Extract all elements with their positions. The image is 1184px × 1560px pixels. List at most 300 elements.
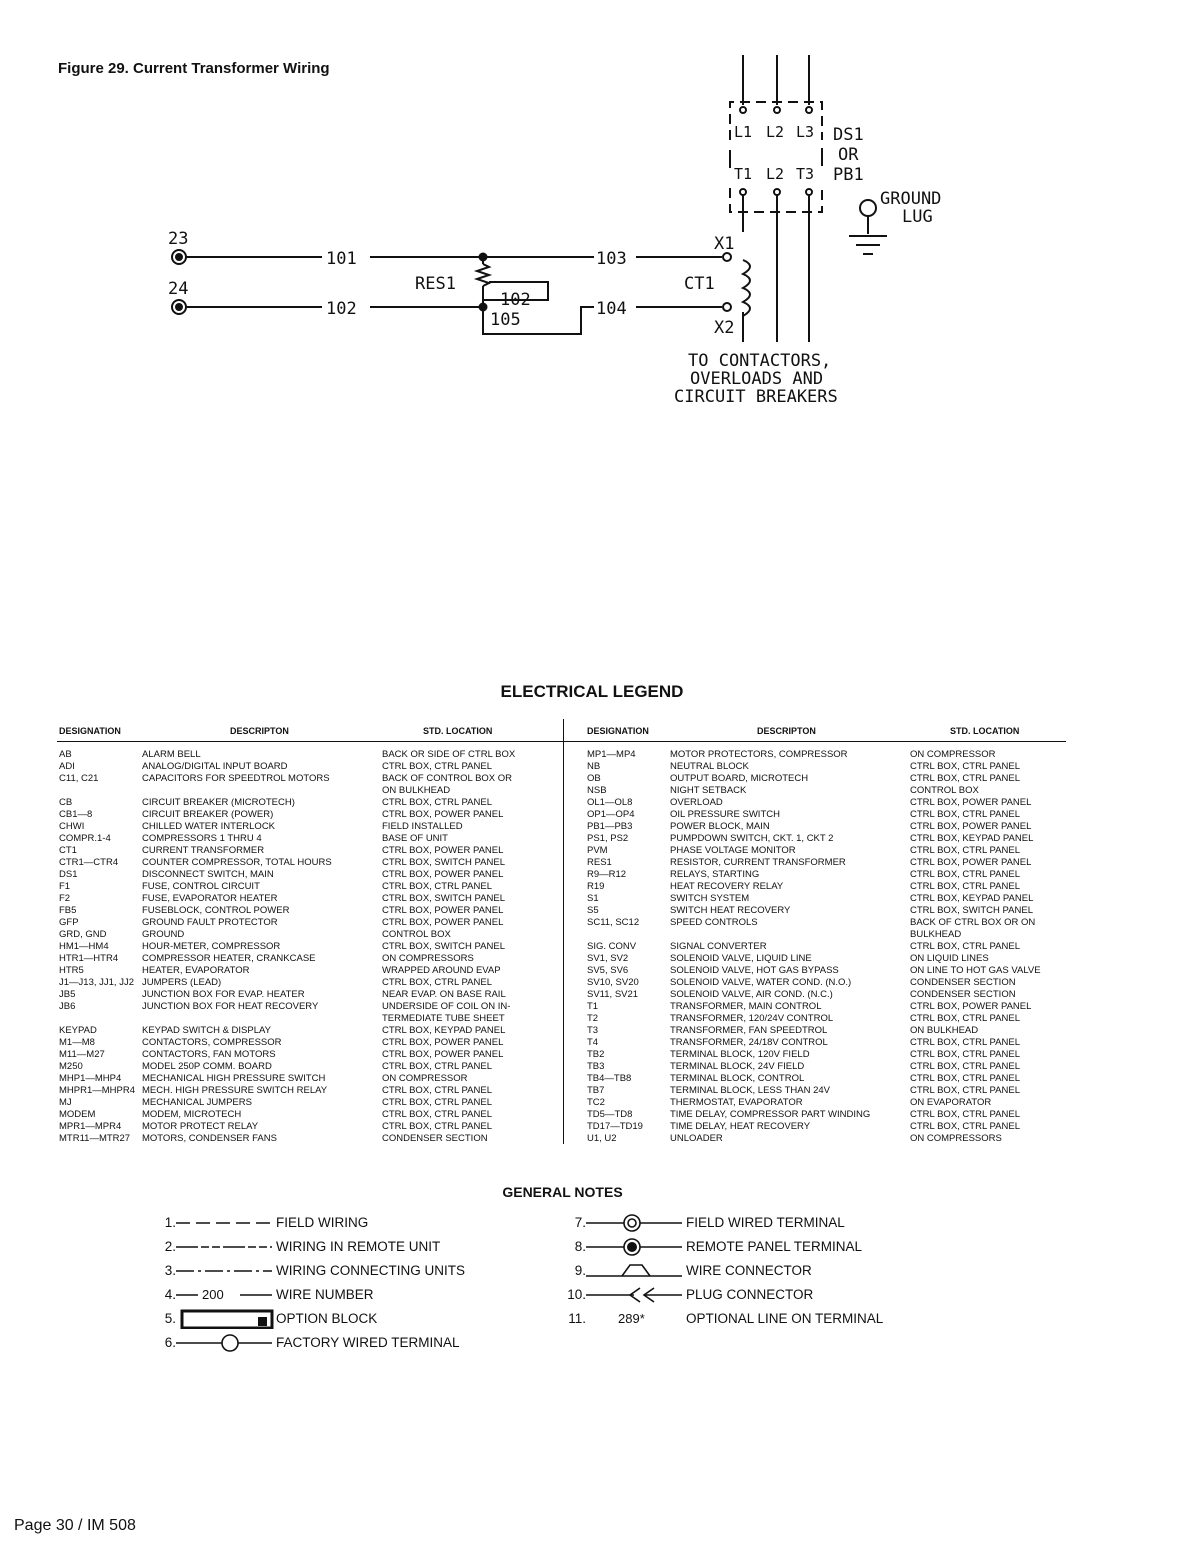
ct-coil-icon: [743, 260, 750, 316]
left-designation-header: DESIGNATION: [59, 726, 121, 736]
legend-designation: R19: [587, 881, 605, 892]
legend-location: UNDERSIDE OF COIL ON IN-: [382, 1001, 511, 1012]
legend-row: [59, 1097, 562, 1109]
note-number: 3.: [164, 1263, 176, 1278]
legend-row: [59, 869, 562, 881]
legend-row: [587, 1109, 1090, 1121]
legend-designation: S1: [587, 893, 599, 904]
legend-row: [587, 989, 1090, 1001]
legend-description: TRANSFORMER, MAIN CONTROL: [670, 1001, 822, 1012]
supply-lines: [743, 55, 809, 105]
legend-description: ANALOG/DIGITAL INPUT BOARD: [142, 761, 288, 772]
legend-location: CTRL BOX, POWER PANEL: [382, 869, 504, 880]
legend-designation: FB5: [59, 905, 77, 916]
legend-description: OUTPUT BOARD, MICROTECH: [670, 773, 809, 784]
note-label: WIRING IN REMOTE UNIT: [276, 1239, 441, 1254]
legend-designation: JB6: [59, 1001, 76, 1012]
legend-location: ON COMPRESSOR: [910, 749, 996, 760]
legend-row: [587, 1025, 1090, 1037]
legend-description: CAPACITORS FOR SPEEDTROL MOTORS: [142, 773, 330, 784]
legend-row: [59, 1109, 562, 1121]
legend-location: CONDENSER SECTION: [910, 989, 1016, 1000]
legend-location: CTRL BOX, CTRL PANEL: [910, 1013, 1020, 1024]
legend-description: COMPRESSORS 1 THRU 4: [142, 833, 262, 844]
legend-row: [587, 929, 1090, 941]
pb1-label: PB1: [833, 165, 864, 185]
legend-designation: M250: [59, 1061, 83, 1072]
l1-label: L1: [734, 123, 753, 141]
legend-description: JUNCTION BOX FOR HEAT RECOVERY: [142, 1001, 319, 1012]
destination-note-line2: OVERLOADS AND: [690, 369, 824, 389]
legend-designation: SC11, SC12: [587, 917, 640, 928]
legend-location: CTRL BOX, POWER PANEL: [382, 905, 504, 916]
page-footer: Page 30 / IM 508: [14, 1517, 136, 1534]
legend-description: TRANSFORMER, FAN SPEEDTROL: [670, 1025, 828, 1036]
terminal-t3-icon: [806, 189, 812, 195]
legend-description: SWITCH SYSTEM: [670, 893, 750, 904]
legend-row: [59, 833, 562, 845]
legend-designation: T4: [587, 1037, 599, 1048]
legend-location: CTRL BOX, CTRL PANEL: [910, 1037, 1020, 1048]
note-label: WIRING CONNECTING UNITS: [276, 1263, 465, 1278]
legend-designation: M1—M8: [59, 1037, 95, 1048]
note-number: 1.: [164, 1215, 176, 1230]
legend-row: [587, 869, 1090, 881]
legend-description: OVERLOAD: [670, 797, 723, 808]
legend-designation: CTR1—CTR4: [59, 857, 119, 868]
legend-description: CIRCUIT BREAKER (MICROTECH): [142, 797, 295, 808]
legend-designation: PS1, PS2: [587, 833, 629, 844]
legend-row: [59, 1073, 562, 1085]
legend-location: CONDENSER SECTION: [910, 977, 1016, 988]
load-lines: [743, 195, 809, 342]
note-number: 9.: [574, 1263, 586, 1278]
legend-row: [59, 845, 562, 857]
legend-location: CONDENSER SECTION: [382, 1133, 488, 1144]
legend-location: CTRL BOX, CTRL PANEL: [910, 1121, 1020, 1132]
legend-designation: PB1—PB3: [587, 821, 633, 832]
legend-designation: [59, 1013, 142, 1025]
remote-wiring-symbol-icon: [174, 1237, 274, 1257]
right-designation-header: DESIGNATION: [587, 726, 649, 736]
legend-designation: GRD, GND: [59, 929, 107, 940]
legend-designation: TB2: [587, 1049, 605, 1060]
legend-designation: U1, U2: [587, 1133, 617, 1144]
legend-designation: M11—M27: [59, 1049, 105, 1060]
general-note-item: [130, 1213, 550, 1233]
legend-location: ON LIQUID LINES: [910, 953, 989, 964]
legend-description: PHASE VOLTAGE MONITOR: [670, 845, 796, 856]
legend-location: CTRL BOX, POWER PANEL: [910, 1001, 1032, 1012]
legend-location: ON COMPRESSORS: [910, 1133, 1002, 1144]
factory-terminal-symbol-icon: [174, 1333, 274, 1353]
legend-right-column: [587, 749, 1090, 1145]
legend-description: MOTOR PROTECT RELAY: [142, 1121, 259, 1132]
legend-designation: MTR11—MTR27: [59, 1133, 131, 1144]
legend-description: MODEM, MICROTECH: [142, 1109, 242, 1120]
terminal-l3-icon: [806, 107, 812, 113]
legend-description: MECH. HIGH PRESSURE SWITCH RELAY: [142, 1085, 328, 1096]
legend-row: [587, 941, 1090, 953]
legend-location: CTRL BOX, SWITCH PANEL: [382, 857, 505, 868]
legend-description: COMPRESSOR HEATER, CRANKCASE: [142, 953, 316, 964]
legend-row: [587, 1037, 1090, 1049]
legend-location: CTRL BOX, CTRL PANEL: [910, 845, 1020, 856]
legend-location: CTRL BOX, CTRL PANEL: [910, 941, 1020, 952]
legend-location: CTRL BOX, CTRL PANEL: [382, 1121, 492, 1132]
legend-designation: OL1—OL8: [587, 797, 633, 808]
legend-description: NIGHT SETBACK: [670, 785, 747, 796]
legend-description: CONTACTORS, FAN MOTORS: [142, 1049, 276, 1060]
legend-location: CTRL BOX, KEYPAD PANEL: [910, 833, 1034, 844]
legend-designation: MP1—MP4: [587, 749, 636, 760]
legend-location: CTRL BOX, CTRL PANEL: [382, 761, 492, 772]
legend-description: SOLENOID VALVE, WATER COND. (N.O.): [670, 977, 852, 988]
legend-row: [587, 1133, 1090, 1145]
legend-location: CTRL BOX, SWITCH PANEL: [382, 941, 505, 952]
general-notes-title: GENERAL NOTES: [502, 1184, 623, 1200]
terminal-23-icon: [172, 250, 186, 264]
legend-description: DISCONNECT SWITCH, MAIN: [142, 869, 274, 880]
legend-location: CTRL BOX, POWER PANEL: [382, 845, 504, 856]
legend-location: CTRL BOX, POWER PANEL: [910, 857, 1032, 868]
legend-description: FUSE, EVAPORATOR HEATER: [142, 893, 278, 904]
legend-row: [587, 1001, 1090, 1013]
legend-designation: NB: [587, 761, 601, 772]
field-wiring-symbol-icon: [174, 1213, 274, 1233]
legend-row: [587, 1121, 1090, 1133]
legend-description: MECHANICAL JUMPERS: [142, 1097, 252, 1108]
legend-location: ON COMPRESSORS: [382, 953, 474, 964]
terminal-l1-icon: [740, 107, 746, 113]
legend-location: ON EVAPORATOR: [910, 1097, 992, 1108]
note-number: 4.: [164, 1287, 176, 1302]
wire-runs: [186, 253, 731, 334]
legend-row: [587, 917, 1090, 929]
note-label: WIRE CONNECTOR: [686, 1263, 812, 1278]
legend-location: CTRL BOX, CTRL PANEL: [910, 869, 1020, 880]
legend-column-divider: [563, 719, 564, 1144]
legend-designation: [59, 785, 142, 797]
legend-row: [59, 1085, 562, 1097]
legend-row: [59, 1025, 562, 1037]
legend-location: CTRL BOX, CTRL PANEL: [910, 881, 1020, 892]
legend-location: CTRL BOX, CTRL PANEL: [382, 1109, 492, 1120]
legend-location: CTRL BOX, CTRL PANEL: [910, 1085, 1020, 1096]
legend-row: [59, 773, 562, 785]
legend-row: [59, 1013, 562, 1025]
legend-row: [59, 1061, 562, 1073]
legend-row: [587, 761, 1090, 773]
legend-location: CONTROL BOX: [910, 785, 979, 796]
legend-description: ALARM BELL: [142, 749, 201, 760]
general-note-item: [540, 1309, 960, 1329]
legend-row: [59, 749, 562, 761]
field-terminal-symbol-icon: [584, 1213, 684, 1233]
legend-designation: S5: [587, 905, 599, 916]
legend-location: CTRL BOX, CTRL PANEL: [910, 1061, 1020, 1072]
lug-label: LUG: [902, 207, 933, 227]
legend-designation: CT1: [59, 845, 77, 856]
legend-description: CHILLED WATER INTERLOCK: [142, 821, 276, 832]
terminal-24-icon: [172, 300, 186, 314]
legend-row: [59, 977, 562, 989]
legend-location: NEAR EVAP. ON BASE RAIL: [382, 989, 506, 1000]
legend-row: [587, 881, 1090, 893]
legend-description: POWER BLOCK, MAIN: [670, 821, 770, 832]
legend-description: TIME DELAY, HEAT RECOVERY: [670, 1121, 811, 1132]
legend-location: BACK OF CONTROL BOX OR: [382, 773, 513, 784]
legend-designation: SV5, SV6: [587, 965, 629, 976]
legend-location: WRAPPED AROUND EVAP: [382, 965, 501, 976]
legend-description: MECHANICAL HIGH PRESSURE SWITCH: [142, 1073, 326, 1084]
x1-label: X1: [714, 234, 735, 254]
legend-row: [587, 1061, 1090, 1073]
legend-location: CTRL BOX, KEYPAD PANEL: [382, 1025, 506, 1036]
legend-location: CTRL BOX, CTRL PANEL: [382, 881, 492, 892]
legend-description: TRANSFORMER, 120/24V CONTROL: [670, 1013, 834, 1024]
legend-location: ON COMPRESSOR: [382, 1073, 468, 1084]
note-number: 11.: [568, 1311, 586, 1326]
general-note-item: [540, 1213, 960, 1233]
legend-designation: CB1—8: [59, 809, 93, 820]
note-number: 8.: [574, 1239, 586, 1254]
legend-description: MOTOR PROTECTORS, COMPRESSOR: [670, 749, 848, 760]
legend-designation: R9—R12: [587, 869, 627, 880]
general-note-item: [540, 1285, 960, 1305]
legend-row: [59, 989, 562, 1001]
legend-description: SOLENOID VALVE, LIQUID LINE: [670, 953, 812, 964]
legend-designation: T3: [587, 1025, 599, 1036]
wire-102-label: 102: [326, 299, 357, 319]
legend-left-column: [59, 749, 562, 1145]
legend-designation: NSB: [587, 785, 607, 796]
legend-description: TRANSFORMER, 24/18V CONTROL: [670, 1037, 828, 1048]
wire-104-label: 104: [596, 299, 627, 319]
legend-description: GROUND FAULT PROTECTOR: [142, 917, 278, 928]
note-label: FACTORY WIRED TERMINAL: [276, 1335, 460, 1350]
legend-row: [587, 809, 1090, 821]
ds1-label: DS1: [833, 125, 864, 145]
legend-description: SWITCH HEAT RECOVERY: [670, 905, 791, 916]
legend-location: BACK OF CTRL BOX OR ON: [910, 917, 1036, 928]
legend-location: ON BULKHEAD: [910, 1025, 979, 1036]
general-note-item: [130, 1333, 550, 1353]
wire-101-label: 101: [326, 249, 357, 269]
legend-designation: TD5—TD8: [587, 1109, 633, 1120]
legend-description: [670, 929, 910, 941]
legend-row: [59, 809, 562, 821]
legend-row: [59, 929, 562, 941]
legend-row: [587, 893, 1090, 905]
legend-row: [587, 773, 1090, 785]
legend-location: CTRL BOX, CTRL PANEL: [910, 1049, 1020, 1060]
legend-description: RELAYS, STARTING: [670, 869, 760, 880]
legend-location: CONTROL BOX: [382, 929, 451, 940]
legend-location: CTRL BOX, CTRL PANEL: [382, 1085, 492, 1096]
legend-row: [59, 941, 562, 953]
legend-designation: MHPR1—MHPR4: [59, 1085, 136, 1096]
legend-designation: F2: [59, 893, 71, 904]
legend-location: CTRL BOX, POWER PANEL: [382, 1049, 504, 1060]
legend-designation: HM1—HM4: [59, 941, 109, 952]
figure-title: Figure 29. Current Transformer Wiring: [58, 60, 330, 77]
legend-location: CTRL BOX, CTRL PANEL: [910, 809, 1020, 820]
legend-row: [587, 905, 1090, 917]
resistor-icon: [477, 264, 489, 286]
remote-terminal-symbol-icon: [584, 1237, 684, 1257]
res-tap-105-label: 105: [490, 310, 521, 330]
legend-location: CTRL BOX, CTRL PANEL: [382, 797, 492, 808]
legend-description: TERMINAL BLOCK, 24V FIELD: [670, 1061, 805, 1072]
connecting-wiring-symbol-icon: [174, 1261, 274, 1281]
legend-row: [59, 881, 562, 893]
legend-row: [59, 797, 562, 809]
legend-location: CTRL BOX, CTRL PANEL: [910, 1073, 1020, 1084]
legend-location: BASE OF UNIT: [382, 833, 448, 844]
legend-designation: DS1: [59, 869, 78, 880]
legend-row: [587, 1073, 1090, 1085]
ct-wiring-diagram: [0, 0, 1184, 420]
legend-location: CTRL BOX, SWITCH PANEL: [382, 893, 505, 904]
t3-label: T3: [796, 165, 815, 183]
plug-connector-symbol-icon: [584, 1285, 684, 1305]
legend-designation: GFP: [59, 917, 79, 928]
legend-designation: TB4—TB8: [587, 1073, 632, 1084]
note-number: 5.: [164, 1311, 176, 1326]
legend-description: TIME DELAY, COMPRESSOR PART WINDING: [670, 1109, 871, 1120]
right-description-header: DESCRIPTON: [757, 726, 816, 736]
legend-designation: C11, C21: [59, 773, 99, 784]
legend-row: [587, 833, 1090, 845]
legend-designation: TB3: [587, 1061, 605, 1072]
legend-designation: ADI: [59, 761, 75, 772]
legend-location: ON BULKHEAD: [382, 785, 451, 796]
legend-description: JUNCTION BOX FOR EVAP. HEATER: [142, 989, 305, 1000]
legend-designation: MJ: [59, 1097, 72, 1108]
res-tap-102-label: 102: [500, 290, 531, 310]
legend-location: CTRL BOX, POWER PANEL: [382, 917, 504, 928]
right-header-rule: [564, 741, 1066, 742]
l3-label: L3: [796, 123, 815, 141]
legend-description: PUMPDOWN SWITCH, CKT. 1, CKT 2: [670, 833, 834, 844]
left-header-rule: [57, 741, 563, 742]
legend-location: TERMEDIATE TUBE SHEET: [382, 1013, 505, 1024]
legend-row: [587, 953, 1090, 965]
legend-location: CTRL BOX, POWER PANEL: [382, 1037, 504, 1048]
terminal-l2-icon: [774, 107, 780, 113]
legend-description: TERMINAL BLOCK, 120V FIELD: [670, 1049, 810, 1060]
legend-designation: TB7: [587, 1085, 605, 1096]
legend-description: FUSE, CONTROL CIRCUIT: [142, 881, 260, 892]
legend-location: BULKHEAD: [910, 929, 962, 940]
legend-description: MODEL 250P COMM. BOARD: [142, 1061, 272, 1072]
legend-description: NEUTRAL BLOCK: [670, 761, 749, 772]
legend-location: CTRL BOX, KEYPAD PANEL: [910, 893, 1034, 904]
legend-description: KEYPAD SWITCH & DISPLAY: [142, 1025, 271, 1036]
legend-row: [59, 893, 562, 905]
note-label: OPTION BLOCK: [276, 1311, 378, 1326]
legend-description: GROUND: [142, 929, 185, 940]
legend-designation: COMPR.1-4: [59, 833, 111, 844]
legend-designation: CHWI: [59, 821, 85, 832]
legend-location: BACK OR SIDE OF CTRL BOX: [382, 749, 516, 760]
legend-designation: F1: [59, 881, 71, 892]
legend-description: RESISTOR, CURRENT TRANSFORMER: [670, 857, 846, 868]
general-note-item: [130, 1309, 550, 1329]
left-location-header: STD. LOCATION: [423, 726, 493, 736]
destination-note-line3: CIRCUIT BREAKERS: [674, 387, 838, 407]
legend-row: [587, 845, 1090, 857]
legend-location: ON LINE TO HOT GAS VALVE: [910, 965, 1041, 976]
legend-designation: T1: [587, 1001, 599, 1012]
t1-label: T1: [734, 165, 753, 183]
legend-location: CTRL BOX, CTRL PANEL: [910, 773, 1020, 784]
note-label: FIELD WIRING: [276, 1215, 369, 1230]
wire-103-label: 103: [596, 249, 627, 269]
legend-row: [59, 857, 562, 869]
legend-row: [587, 965, 1090, 977]
legend-designation: J1—J13, JJ1, JJ2: [59, 977, 134, 988]
legend-row: [587, 797, 1090, 809]
legend-designation: KEYPAD: [59, 1025, 97, 1036]
terminal-t2-icon: [774, 189, 780, 195]
legend-row: [59, 1049, 562, 1061]
legend-designation: MHP1—MHP4: [59, 1073, 122, 1084]
legend-description: [142, 1013, 382, 1025]
legend-row: [587, 1085, 1090, 1097]
wire-number-symbol-icon: [174, 1285, 274, 1305]
note-symbol-text: 200: [202, 1287, 224, 1302]
legend-designation: TC2: [587, 1097, 605, 1108]
legend-location: CTRL BOX, CTRL PANEL: [382, 1061, 492, 1072]
ground-label: GROUND: [880, 189, 942, 209]
legend-row: [587, 749, 1090, 761]
legend-designation: HTR1—HTR4: [59, 953, 119, 964]
right-location-header: STD. LOCATION: [950, 726, 1020, 736]
legend-description: [142, 785, 382, 797]
legend-row: [587, 821, 1090, 833]
legend-location: CTRL BOX, CTRL PANEL: [910, 761, 1020, 772]
legend-row: [587, 1013, 1090, 1025]
legend-row: [59, 1001, 562, 1013]
legend-row: [587, 857, 1090, 869]
legend-title: ELECTRICAL LEGEND: [500, 682, 684, 701]
legend-designation: SV11, SV21: [587, 989, 639, 1000]
general-note-item: [130, 1285, 550, 1305]
legend-description: OIL PRESSURE SWITCH: [670, 809, 780, 820]
legend-description: CIRCUIT BREAKER (POWER): [142, 809, 274, 820]
legend-description: SPEED CONTROLS: [670, 917, 758, 928]
terminal-t1-icon: [740, 189, 746, 195]
legend-designation: RES1: [587, 857, 612, 868]
legend-location: CTRL BOX, CTRL PANEL: [382, 977, 492, 988]
note-number: 6.: [164, 1335, 176, 1350]
legend-description: MOTORS, CONDENSER FANS: [142, 1133, 277, 1144]
legend-row: [59, 905, 562, 917]
legend-description: SOLENOID VALVE, AIR COND. (N.C.): [670, 989, 833, 1000]
left-description-header: DESCRIPTON: [230, 726, 289, 736]
general-note-item: [540, 1261, 960, 1281]
legend-row: [587, 1097, 1090, 1109]
legend-row: [59, 785, 562, 797]
legend-designation: PVM: [587, 845, 608, 856]
legend-description: CONTACTORS, COMPRESSOR: [142, 1037, 282, 1048]
terminal-23-label: 23: [168, 229, 189, 249]
legend-row: [59, 821, 562, 833]
option-block-symbol-icon: [174, 1309, 274, 1329]
note-number: 7.: [574, 1215, 586, 1230]
